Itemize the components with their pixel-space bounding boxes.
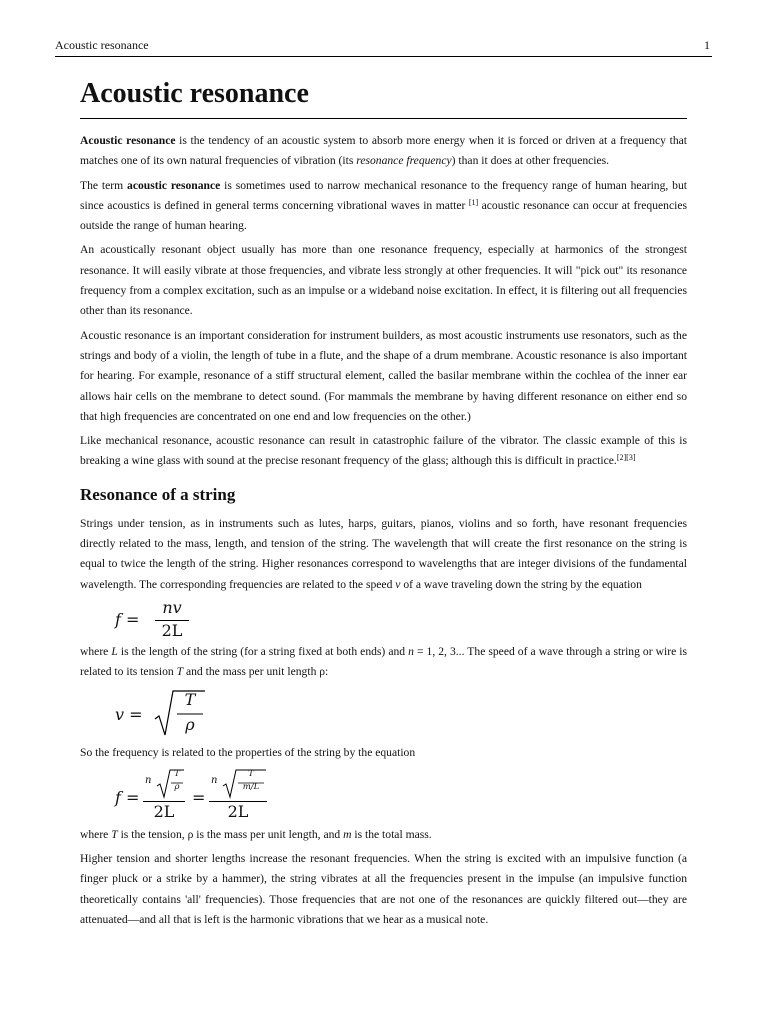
text-run: acoustic resonance can occur at frequencies outside the range of human hearing. (80, 198, 687, 233)
eq-denominator: 2L (153, 801, 175, 821)
page-number: 1 (704, 38, 710, 52)
intro-paragraph-4: Acoustic resonance is an important consideration for instrument builders, as most acoustic instruments use resonators, such as the strings and body of a violin, the length of tube in a flute, and the shape of a drum membrane. Acoustic resonance is also important for hearing. For example, resonance of a stiff structural element, called the basilar membrane within the cochlea of the inner ear allows hair cells on the membrane to detect sound. (For mammals the membrane by having different resonance on either end so that high frequencies are concentrated on one end and low frequencies on the other.) (80, 328, 687, 423)
math-var: n (408, 644, 414, 658)
intro-paragraph-1 (80, 131, 687, 172)
eq-denominator: ρ (185, 714, 195, 734)
term-bold: acoustic resonance (127, 178, 221, 192)
equation-frequency-tension (115, 767, 687, 825)
running-header (55, 38, 712, 57)
eq-lhs: f = (115, 609, 140, 629)
text-run: is the total mass. (351, 827, 432, 841)
eq-numerator: T (184, 689, 196, 709)
eq-lhs: f = (115, 787, 140, 807)
equation-frequency (115, 599, 687, 642)
section-paragraph-3: So the frequency is related to the properties of the string by the equation (80, 745, 416, 759)
section-paragraph-1 (80, 514, 687, 595)
text-run: is the tension, ρ is the mass per unit length, and (117, 827, 344, 841)
eq-lhs: v = (115, 704, 143, 724)
citation-link[interactable]: [2][3] (616, 453, 636, 463)
math-var: v (395, 577, 401, 591)
text-run: ) than it does at other frequencies. (451, 154, 610, 168)
text-run: where (80, 644, 112, 658)
eq-numerator: nv (162, 597, 182, 617)
eq-var-T: T (248, 768, 254, 779)
section-paragraph-2 (80, 642, 687, 683)
text-run: is the length of the string (for a string fixed at both ends) and (117, 644, 409, 658)
eq-var-n: n (145, 774, 152, 786)
math-var: T (176, 665, 184, 679)
text-run: is sometimes used to narrow mechanical resonance to the frequency range of human hearing, but since acoustics is defined in general terms concerning vibrational waves in matter (80, 178, 687, 212)
text-run: where (80, 827, 112, 841)
text-run: Like mechanical resonance, acoustic resonance can result in catastrophic failure of the vibrator. The classic example of this is breaking a wine glass with sound at the precise resonant frequency of the glass; although this is difficult in practice. (80, 434, 687, 468)
term-bold: Acoustic resonance (80, 134, 176, 147)
equation-wave-speed (115, 687, 687, 743)
text-run: is the tendency of an acoustic system to absorb more energy when it is forced or driven at a frequency that matches one of its own natural frequencies of vibration (its (80, 134, 688, 168)
eq-var-rho: ρ (174, 781, 180, 792)
section-paragraph-4 (80, 825, 687, 845)
section-heading: Resonance of a string (80, 484, 236, 504)
eq-var-m-per-L: m/L (242, 781, 260, 792)
eq-denominator: 2L (227, 801, 249, 821)
text-run: of a wave traveling down the string by the equation (400, 577, 642, 591)
text-run: The term (80, 178, 128, 192)
text-run: and the mass per unit length ρ: (183, 665, 329, 679)
citation-link[interactable]: [1] (468, 197, 479, 207)
eq-denominator: 2L (161, 620, 183, 640)
math-var: T (111, 827, 118, 841)
eq-var-n: n (211, 774, 218, 786)
section-paragraph-5: Higher tension and shorter lengths increase the resonant frequencies. When the string is excited with an impulsive function (a finger pluck or a strike by a hammer), the string vibrates at all the frequencies present in the impulse (an impulsive function theoretically contains 'all' frequencies). Those frequencies that are not one of the resonances are quickly filtered out—they are attenuated—and all that is left is the harmonic vibrations that we hear as a musical note. (80, 852, 687, 927)
math-var: L (111, 644, 118, 658)
running-title: Acoustic resonance (55, 38, 149, 52)
text-run: = 1, 2, 3... The speed of a wave through a string or wire is related to its tension (80, 644, 687, 679)
intro-paragraph-2 (80, 176, 687, 237)
intro-paragraph-5 (80, 431, 687, 472)
intro-paragraph-3: An acoustically resonant object usually has more than one resonance frequency, especially at harmonics of the strongest resonance. It will easily vibrate at those frequencies, and vibrate less strongly at other frequencies. It will "pick out" its resonance frequency from a complex excitation, such as an impulse or a wideband noise excitation. In effect, it is filtering out all frequencies other than its resonance. (80, 243, 687, 318)
page-title: Acoustic resonance (80, 76, 687, 119)
eq-var-T: T (174, 768, 180, 779)
math-var: m (343, 827, 352, 841)
eq-equals: = (192, 787, 206, 807)
text-run: Strings under tension, as in instruments such as lutes, harps, guitars, pianos, violins and so forth, have resonant frequencies directly related to the mass, length, and tension of the string. The wavelength that will create the first resonance on the string is equal to twice the length of the string. Higher resonances correspond to wavelengths that are integer divisions of the fundamental wavelength. The corresponding frequencies are related to the speed (80, 516, 687, 591)
article-body (80, 76, 687, 934)
term-italic: resonance frequency (356, 154, 452, 168)
